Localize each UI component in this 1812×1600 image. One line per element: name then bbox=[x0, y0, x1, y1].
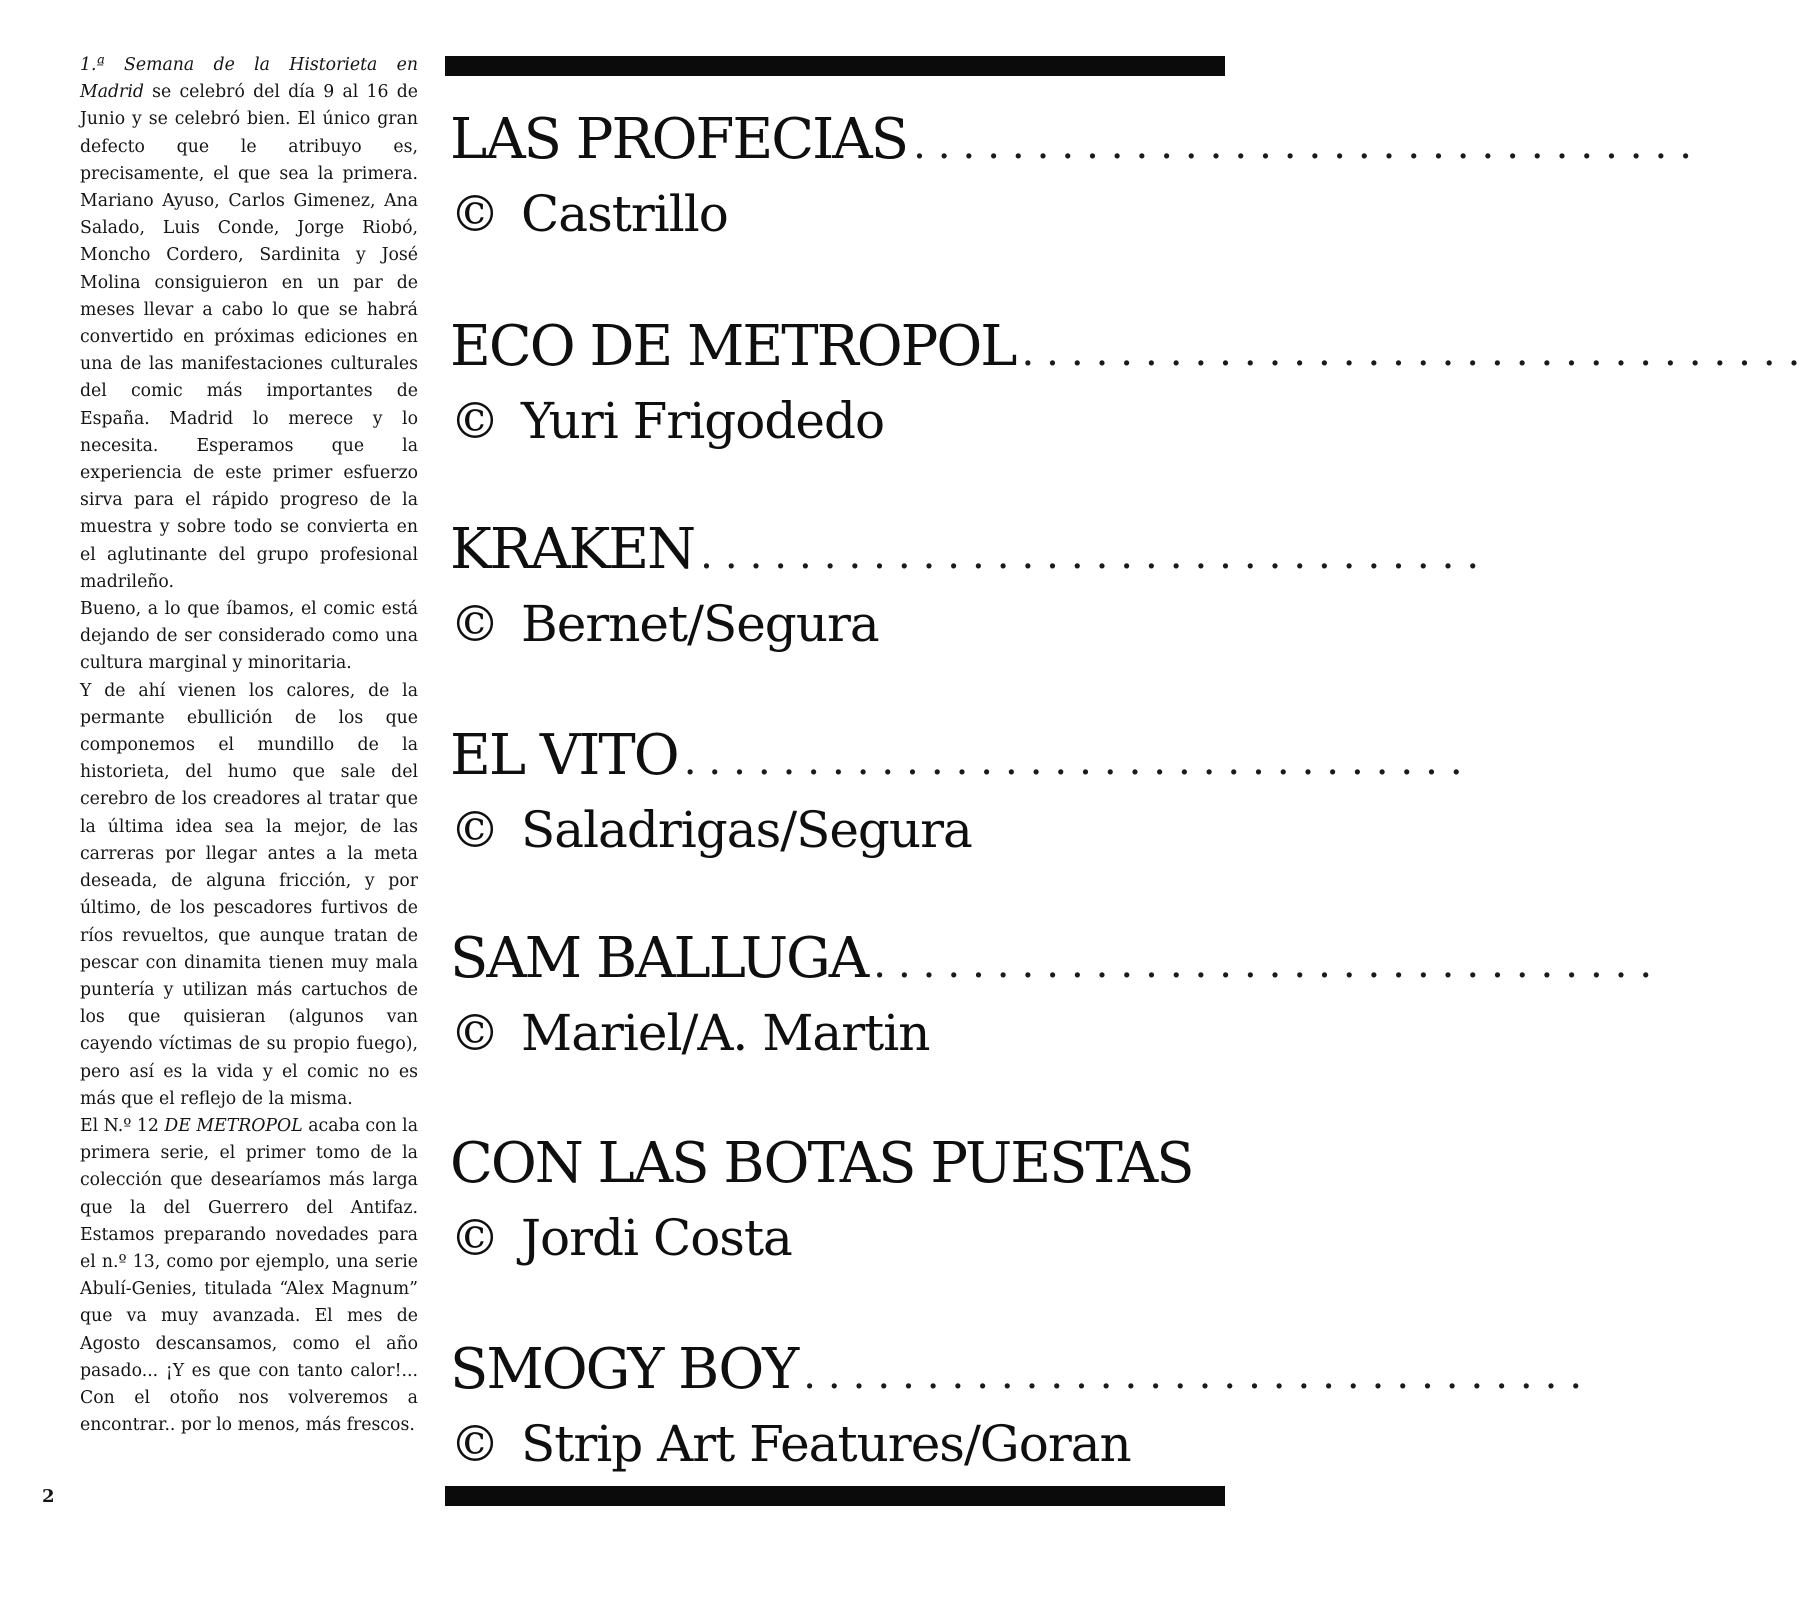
entry-title-row bbox=[450, 1128, 1222, 1200]
dot-leader: ................................ bbox=[683, 738, 1475, 784]
entry-title-row bbox=[450, 311, 1812, 383]
entry-credit bbox=[450, 796, 1222, 864]
entry-title: SAM BALLUGA bbox=[450, 926, 868, 991]
table-of-contents bbox=[450, 0, 1812, 1600]
copyright-icon: © bbox=[450, 595, 499, 653]
entry-title-row bbox=[450, 104, 1704, 176]
copyright-icon: © bbox=[450, 185, 499, 243]
editorial-paragraph-1-body: se celebró del día 9 al 16 de Junio y se celebró bien. El único gran defecto que le atribuyo es, precisamente, el que sea la primera. Mariano Ayuso, Carlos Gimenez, Ana Salado, Luis Conde, Jorge Riobó, Moncho Cordero, Sardinita y José Molina consiguieron en un par de meses llevar a cabo lo que se habrá convertido en próximas ediciones en una de las manifestaciones culturales del comic más importantes de España. Madrid lo merece y lo necesita. Esperamos que la experiencia de este primer esfuerzo sirva para el rápido progreso de la muestra y sobre todo se convierta en el aglutinante del grupo profesional madrileño. bbox=[80, 82, 418, 592]
copyright-icon: © bbox=[450, 1004, 499, 1062]
entry-title: CON LAS BOTAS PUESTAS bbox=[450, 1131, 1193, 1196]
copyright-icon: © bbox=[450, 801, 499, 859]
copyright-icon: © bbox=[450, 392, 499, 450]
editorial-paragraph-2: Bueno, a lo que íbamos, el comic está dejando de ser considerado como una cultura marginal y minoritaria. bbox=[80, 599, 418, 674]
contents-entry-con-las-botas-puestas bbox=[450, 1128, 1222, 1272]
editorial-paragraph-3: Y de ahí vienen los calores, de la permante ebullición de los que componemos el mundillo de la historieta, del humo que sale del cerebro de los creadores al tratar que la última idea sea la mejor, de las carreras por llegar antes a la meta deseada, de alguna fricción, y por último, de los pescadores furtivos de ríos revueltos, que aunque tratan de pescar con dinamita tienen muy mala puntería y utilizan más cartuchos de los que quisieran (algunos van cayendo víctimas de su propio fuego), pero así es la vida y el comic no es más que el reflejo de la misma. bbox=[80, 680, 418, 1109]
dot-leader: ................................ bbox=[1021, 329, 1812, 375]
entry-credit bbox=[450, 180, 1222, 248]
contents-entry-sam-balluga bbox=[450, 923, 1665, 1067]
entry-credit bbox=[450, 1410, 1222, 1478]
entry-author: Jordi Costa bbox=[521, 1209, 792, 1267]
entry-title: ECO DE METROPOL bbox=[450, 314, 1016, 379]
dot-leader: ................................ bbox=[913, 122, 1704, 168]
contents-entry-el-vito bbox=[450, 720, 1475, 864]
contents-entry-kraken bbox=[450, 514, 1492, 658]
entry-author: Yuri Frigodedo bbox=[521, 392, 885, 450]
festival-name: 1.ª Semana de la Historieta en Madrid bbox=[80, 55, 418, 103]
copyright-icon: © bbox=[450, 1415, 499, 1473]
entry-author: Bernet/Segura bbox=[521, 595, 879, 653]
entry-title-row bbox=[450, 1334, 1595, 1406]
dot-leader: ................................ bbox=[873, 941, 1665, 987]
magazine-name: DE METROPOL bbox=[164, 1115, 303, 1136]
dot-leader: ................................ bbox=[803, 1352, 1595, 1398]
contents-entry-eco-de-metropol bbox=[450, 311, 1812, 455]
entry-author: Castrillo bbox=[521, 185, 728, 243]
entry-credit bbox=[450, 1204, 1222, 1272]
copyright-icon: © bbox=[450, 1209, 499, 1267]
editorial-paragraph-4-body: acaba con la primera serie, el primer tomo de la colección que desearíamos más larga que la del Guerrero del Antifaz. Estamos preparando novedades para el n.º 13, como por ejemplo, una serie Abulí-Genies, titulada “Alex Magnum” que va muy avanzada. El mes de Agosto descansamos, como el año pasado... ¡Y es que con tanto calor!... Con el otoño nos volveremos a encontrar.. por lo menos, más frescos. bbox=[80, 1115, 418, 1436]
entry-credit bbox=[450, 387, 1222, 455]
entry-author: Saladrigas/Segura bbox=[521, 801, 972, 859]
entry-title-row bbox=[450, 720, 1475, 792]
entry-credit bbox=[450, 999, 1222, 1067]
entry-author: Strip Art Features/Goran bbox=[521, 1415, 1131, 1473]
contents-entry-smogy-boy bbox=[450, 1334, 1595, 1478]
page-number: 2 bbox=[42, 1486, 55, 1507]
editorial-paragraph-4 bbox=[80, 1113, 418, 1439]
entry-title: SMOGY BOY bbox=[450, 1337, 798, 1402]
entry-title: LAS PROFECIAS bbox=[450, 107, 908, 172]
editorial-column bbox=[80, 52, 418, 1439]
entry-author: Mariel/A. Martin bbox=[521, 1004, 930, 1062]
dot-leader: ................................ bbox=[700, 532, 1492, 578]
entry-title-row bbox=[450, 923, 1665, 995]
entry-credit bbox=[450, 590, 1222, 658]
contents-entry-las-profecias bbox=[450, 104, 1704, 248]
issue-number-prefix: El N.º 12 bbox=[80, 1115, 165, 1136]
editorial-paragraph-1 bbox=[80, 52, 418, 596]
entry-title: EL VITO bbox=[450, 723, 678, 788]
entry-title-row bbox=[450, 514, 1492, 586]
entry-title: KRAKEN bbox=[450, 517, 695, 582]
